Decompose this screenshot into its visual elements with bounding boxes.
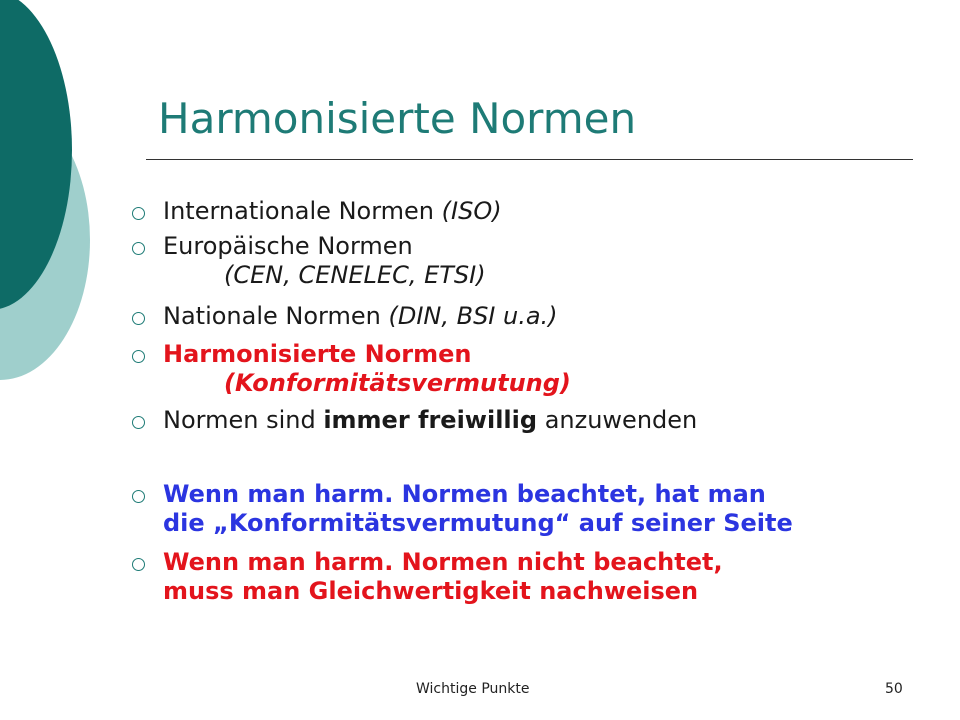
bullet-italic: (Konformitätsvermutung) xyxy=(224,369,571,397)
slide-title: Harmonisierte Normen xyxy=(158,94,637,143)
bullet-text-after: anzuwenden xyxy=(537,406,698,434)
bullet-italic: (ISO) xyxy=(441,197,502,225)
bullet-line-2: die „Konformitätsvermutung“ auf seiner Seite xyxy=(163,509,793,537)
bullet-circle-icon xyxy=(132,312,145,325)
bullet-italic: (DIN, BSI u.a.) xyxy=(388,302,558,330)
bullet-text: Europäische Normen xyxy=(163,232,413,260)
bullet-circle-icon xyxy=(132,242,145,255)
bullet-circle-icon xyxy=(132,558,145,571)
bullet-text: Nationale Normen xyxy=(163,302,389,330)
bullet-circle-icon xyxy=(132,350,145,363)
bullet-circle-icon xyxy=(132,490,145,503)
bullet-bold-text: immer freiwillig xyxy=(323,406,538,434)
bullet-line-1: Wenn man harm. Normen beachtet, hat man xyxy=(163,480,766,508)
bullet-line-2: muss man Gleichwertigkeit nachweisen xyxy=(163,577,699,605)
page-number: 50 xyxy=(885,681,903,697)
bullet-line-1: Wenn man harm. Normen nicht beachtet, xyxy=(163,548,723,576)
footer-title: Wichtige Punkte xyxy=(416,681,530,697)
bullet-circle-icon xyxy=(132,207,145,220)
bullet-text-before: Normen sind xyxy=(163,406,324,434)
bullet-italic: (CEN, CENELEC, ETSI) xyxy=(224,261,486,289)
title-underline xyxy=(146,159,913,160)
bullet-circle-icon xyxy=(132,416,145,429)
bullet-text: Harmonisierte Normen xyxy=(163,340,472,368)
bullet-text: Internationale Normen xyxy=(163,197,442,225)
